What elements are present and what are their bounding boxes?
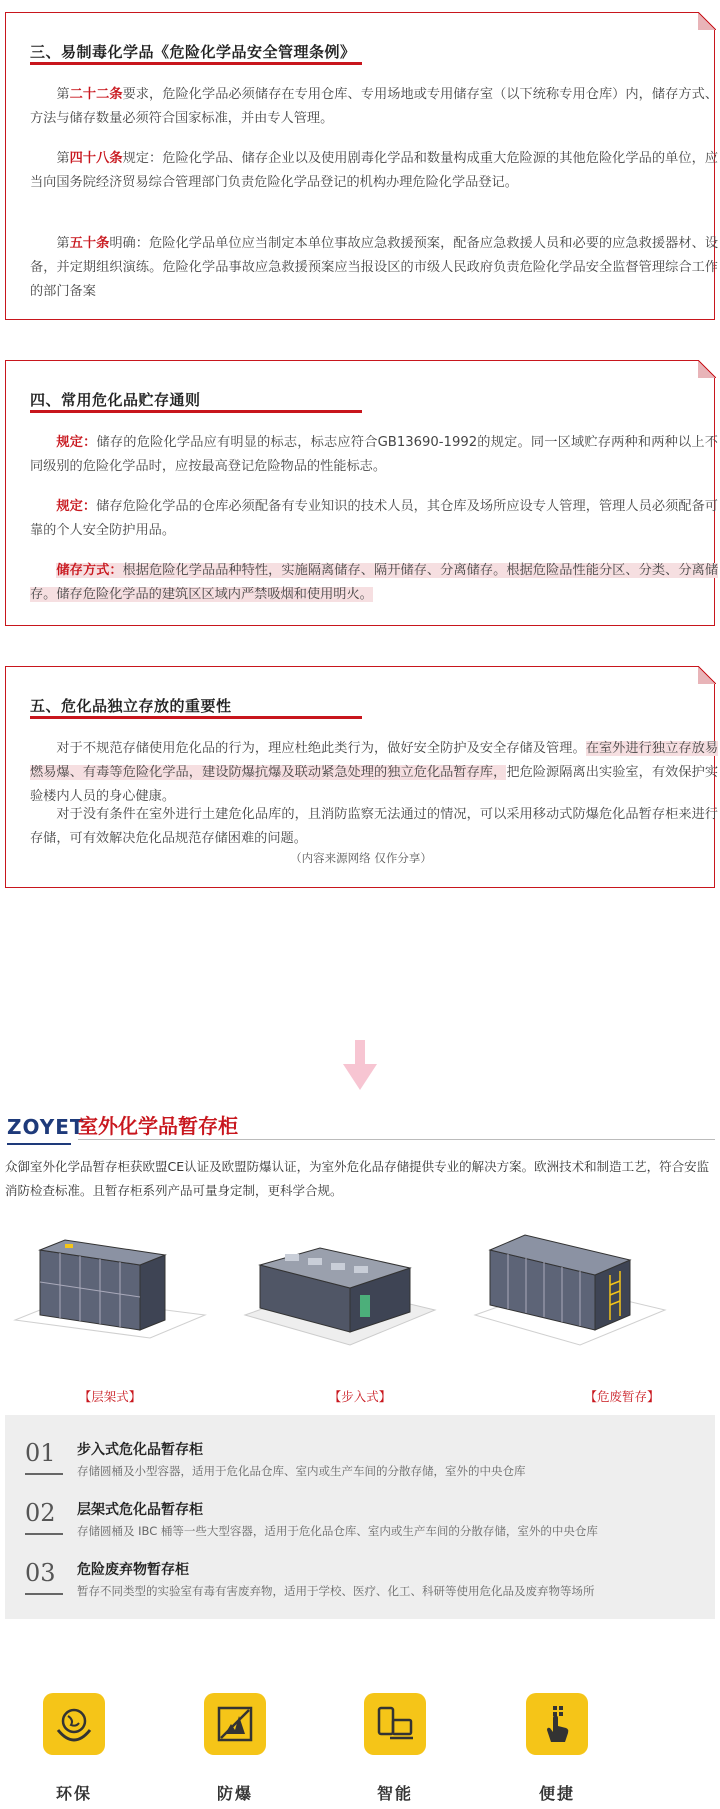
feature-label: 环保 <box>55 1784 92 1803</box>
item-description: 暂存不同类型的实验室有毒有害废弃物，适用于学校、医疗、化工、科研等使用危化品及废弃物等场所 <box>77 1584 595 1598</box>
brand-underline <box>7 1143 71 1145</box>
globe-hands-icon <box>43 1693 105 1755</box>
product-label-walk-in-type: 【步入式】 <box>328 1389 392 1404</box>
section-card-importance <box>5 666 719 888</box>
product-image-hazardous-waste <box>470 1220 670 1350</box>
title-underline <box>30 62 362 65</box>
item-number: 02 <box>25 1499 56 1527</box>
item-title: 危险废弃物暂存柜 <box>77 1562 189 1578</box>
heading-divider <box>78 1139 715 1140</box>
feature-label: 防爆 <box>216 1784 253 1803</box>
item-description: 存储圆桶及 IBC 桶等一些大型容器，适用于危化品仓库、室内或生产车间的分散存储，室外的中央仓库 <box>77 1524 598 1538</box>
paragraph-article-22: 第二十二条要求，危险化学品必须储存在专用仓库、专用场地或专用储存室（以下统称专用仓库）内，储存方式、方法与储存数量必须符合国家标准，并由专人管理。 <box>30 87 719 126</box>
section-title: 五、危化品独立存放的重要性 <box>30 697 232 715</box>
item-description: 存储圆桶及小型容器，适用于危化品仓库、室内或生产车间的分散存储，室外的中央仓库 <box>77 1464 526 1478</box>
list-item <box>25 1435 705 1491</box>
paragraph-article-48: 第四十八条规定：危险化学品、储存企业以及使用剧毒化学品和数量构成重大危险源的其他危险化学品的单位，应当向国务院经济贸易综合管理部门负责危险化学品登记的机构办理危险化学品登记。 <box>30 151 719 190</box>
brand-logo: ZOYET <box>7 1115 85 1139</box>
number-underline <box>25 1593 63 1595</box>
paragraph-rule-staff: 规定：储存危险化学品的仓库必须配备有专业知识的技术人员，其仓库及场所应设专人管理，管理人员必须配备可靠的个人安全防护用品。 <box>30 499 718 538</box>
explosion-proof-icon <box>204 1693 266 1755</box>
product-type-list <box>5 1415 715 1619</box>
devices-icon <box>364 1693 426 1755</box>
number-underline <box>25 1473 63 1475</box>
touch-hand-icon <box>526 1693 588 1755</box>
paragraph-importance-1: 对于不规范存储使用危化品的行为，理应杜绝此类行为，做好安全防护及安全存储及管理。在室外进行独立存放易燃易爆、有毒等危险化学品，建设防爆抗爆及联动紧急处理的独立危化品暂存库，把危险源隔离出实验室，有效保护实验楼内人员的身心健康。 <box>30 741 719 804</box>
rule-label: 储存方式： <box>56 563 123 578</box>
feature-convenient <box>512 1693 602 1804</box>
article-number: 四十八条 <box>69 151 123 166</box>
feature-eco <box>29 1693 119 1804</box>
corner-fold-decoration <box>698 360 716 378</box>
feature-label: 便捷 <box>538 1784 575 1803</box>
section-title: 三、易制毒化学品《危险化学品安全管理条例》 <box>30 43 356 61</box>
feature-smart <box>350 1693 440 1804</box>
product-heading: 室外化学品暂存柜 <box>78 1114 238 1138</box>
item-number: 03 <box>25 1559 56 1587</box>
feature-label: 智能 <box>376 1784 413 1803</box>
paragraph-storage-method: 储存方式：根据危险化学品品种特性，实施隔离储存、隔开储存、分离储存。根据危险品性能分区、分类、分离储存。储存危险化学品的建筑区区域内严禁吸烟和使用明火。 <box>30 563 719 602</box>
product-intro: 众御室外化学品暂存柜获欧盟CE认证及欧盟防爆认证，为室外危化品存储提供专业的解决方案。欧洲技术和制造工艺，符合安监消防检查标准。且暂存柜系列产品可量身定制，更科学合规。 <box>5 1159 710 1198</box>
rule-label: 规定： <box>56 435 97 450</box>
paragraph-importance-2: 对于没有条件在室外进行土建危化品库的，且消防监察无法通过的情况，可以采用移动式防爆危化品暂存柜来进行存储，可有效解决危化品规范存储困难的问题。 <box>30 807 718 846</box>
title-underline <box>30 410 362 413</box>
product-image-shelf-type <box>10 1220 210 1350</box>
article-number: 五十条 <box>69 236 110 251</box>
paragraph-article-50: 第五十条明确：危险化学品单位应当制定本单位事故应急救援预案，配备应急救援人员和必要的应急救援器材、设备，并定期组织演练。危险化学品事故应急救援预案应当报设区的市级人民政府负责危险化学品安全监督管理综合工作的部门备案 <box>30 236 719 299</box>
article-number: 二十二条 <box>69 87 123 102</box>
list-item <box>25 1495 705 1551</box>
title-underline <box>30 716 362 719</box>
feature-explosion-proof <box>190 1693 280 1804</box>
corner-fold-decoration <box>698 12 716 30</box>
arrow-down-icon <box>343 1040 377 1092</box>
product-label-shelf-type: 【层架式】 <box>78 1389 142 1404</box>
section-title: 四、常用危化品贮存通则 <box>30 391 201 409</box>
corner-fold-decoration <box>698 666 716 684</box>
rule-label: 规定： <box>56 499 97 514</box>
item-title: 步入式危化品暂存柜 <box>77 1442 203 1458</box>
item-title: 层架式危化品暂存柜 <box>77 1502 203 1518</box>
section-card-regulations <box>5 12 719 320</box>
product-label-hazardous-waste: 【危废暂存】 <box>584 1389 660 1404</box>
number-underline <box>25 1533 63 1535</box>
product-image-walk-in-type <box>240 1220 440 1350</box>
paragraph-rule-marking: 规定：储存的危险化学品应有明显的标志，标志应符合GB13690-1992的规定。同一区域贮存两种和两种以上不同级别的危险化学品时，应按最高登记危险物品的性能标志。 <box>30 435 718 474</box>
source-note: （内容来源网络 仅作分享） <box>290 851 432 865</box>
section-card-storage-rules <box>5 360 719 626</box>
list-item <box>25 1555 705 1611</box>
item-number: 01 <box>25 1439 56 1467</box>
